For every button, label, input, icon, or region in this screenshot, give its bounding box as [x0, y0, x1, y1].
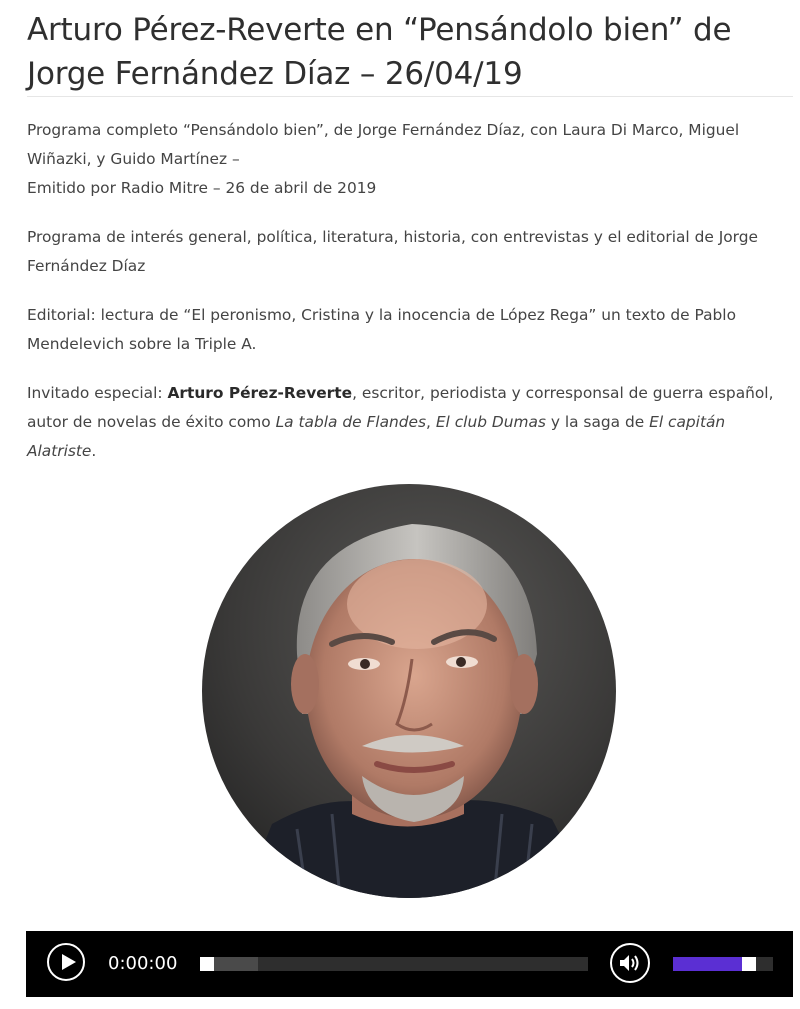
intro-line-2: Emitido por Radio Mitre – 26 de abril de 2019 — [27, 179, 377, 197]
intro-paragraph — [27, 116, 777, 203]
speaker-volume-icon — [619, 953, 641, 973]
volume-button[interactable] — [610, 943, 650, 983]
guest-name: Arturo Pérez-Reverte — [167, 384, 353, 402]
current-time: 0:00:00 — [108, 953, 178, 974]
guest-prefix: Invitado especial: — [27, 384, 168, 402]
guest-description: , escritor, periodista y corresponsal de guerra español, autor de novelas de éxito como — [27, 384, 774, 431]
volume-level — [673, 957, 742, 971]
description-paragraph: Programa de interés general, política, literatura, historia, con entrevistas y el editorial de Jorge Fernández Díaz — [27, 228, 758, 275]
volume-slider[interactable] — [673, 957, 773, 971]
guest-portrait-image — [202, 484, 616, 898]
guest-paragraph — [27, 379, 777, 466]
seek-slider[interactable] — [200, 957, 588, 971]
intro-line-1: Programa completo “Pensándolo bien”, de Jorge Fernández Díaz, con Laura Di Marco, Miguel Wiñazki, y Guido Martínez – — [27, 121, 740, 168]
guest-portrait — [202, 484, 616, 898]
post-content — [27, 116, 777, 486]
seek-handle[interactable] — [200, 957, 214, 971]
guest-description-2: y la saga de — [545, 413, 650, 431]
volume-handle[interactable] — [742, 957, 756, 971]
audio-player — [26, 931, 793, 997]
editorial-paragraph: Editorial: lectura de “El peronismo, Cristina y la inocencia de López Rega” un texto de Pablo Mendelevich sobre la Triple A. — [27, 306, 736, 353]
book-title-club-dumas: El club Dumas — [435, 413, 546, 431]
title-divider — [27, 96, 793, 97]
book-separator: , — [426, 413, 436, 431]
book-title-capitan-alatriste: El capitán Alatriste — [27, 413, 726, 460]
guest-end: . — [91, 442, 97, 460]
book-title-tabla-de-flandes: La tabla de Flandes — [275, 413, 427, 431]
play-icon[interactable] — [47, 943, 85, 981]
post-title: Arturo Pérez-Reverte en “Pensándolo bien” de Jorge Fernández Díaz – 26/04/19 — [27, 12, 732, 92]
